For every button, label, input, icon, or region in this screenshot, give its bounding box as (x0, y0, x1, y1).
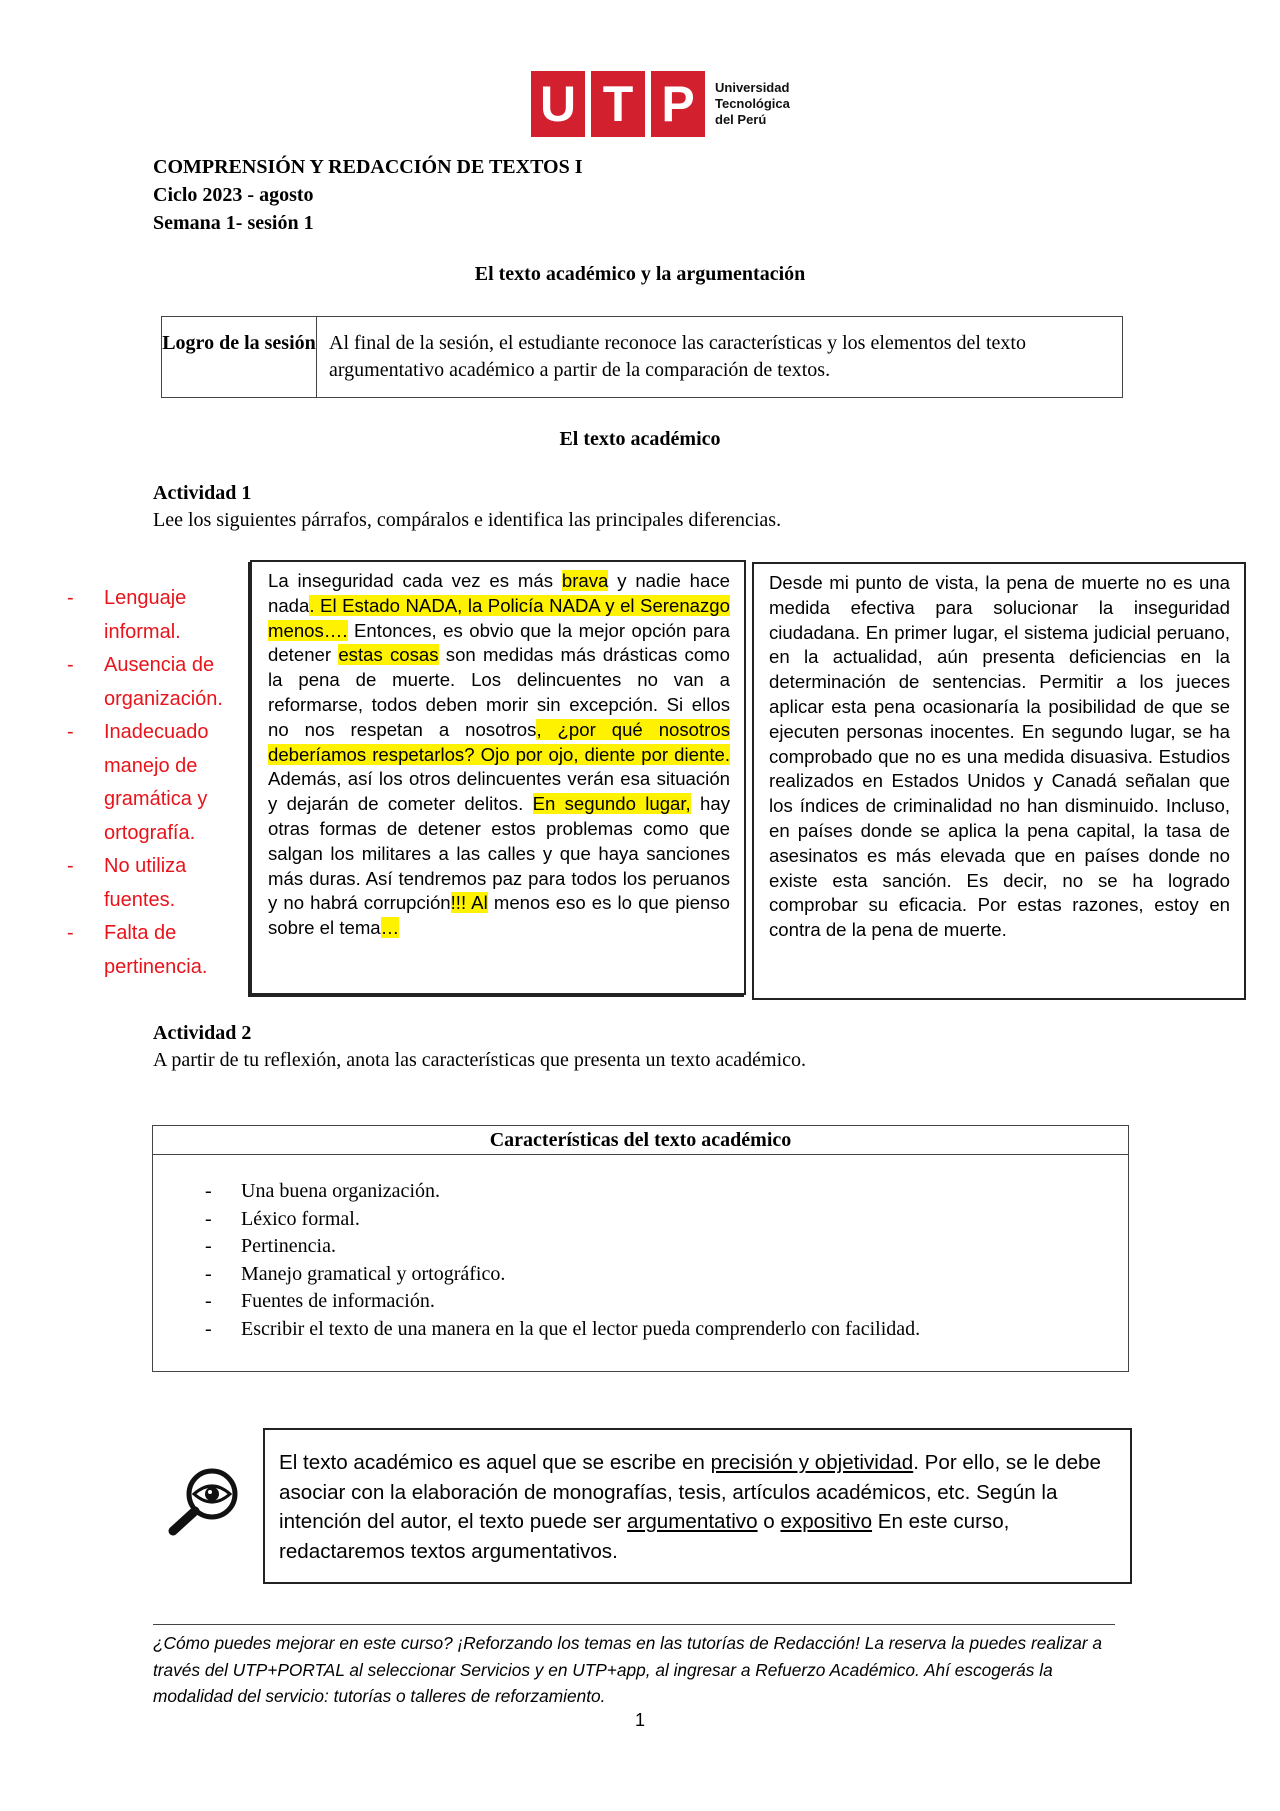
list-item: - No utiliza fuentes. (62, 850, 242, 917)
magnifier-eye-icon (164, 1466, 244, 1536)
list-item: - Una buena organización. (201, 1178, 920, 1206)
note-text: . Por ello, se le debe asociar con la elaboración de monografías, tesis, artículos académicos, etc. Según la intención del autor, el texto puede ser (279, 1451, 1101, 1533)
highlighted-segment: estas cosas (338, 644, 439, 666)
section-title: El texto académico (559, 428, 721, 450)
logo-letter-t: T (591, 71, 645, 137)
characteristics-list (201, 1178, 920, 1343)
characteristics-title: Características del texto académico (153, 1126, 1128, 1155)
academic-text-box: Desde mi punto de vista, la pena de muerte no es una medida efectiva para solucionar la inseguridad ciudadana. En primer lugar, el sistema judicial peruano, en la actualidad, aún presenta deficiencias en la determinación de sentencias. Permitir a los jueces aplicar esta pena ocasionaría la posibilidad de que se ejecuten personas inocentes. En segundo lugar, se ha comprobado que no es una medida disuasiva. Estudios realizados en Estados Unidos y Canadá señalan que los índices de criminalidad no han disminuido. Incluso, en países donde se aplica la pena capital, la tasa de asesinatos es más elevada que en países donde no existe esta sanción. Es decir, no se ha logrado comprobar su eficacia. Por estas razones, estoy en contra de la pena de muerte. (752, 562, 1246, 1000)
characteristics-table (152, 1125, 1129, 1372)
activity1-heading: Actividad 1 (153, 482, 252, 504)
text-segment: Entonces, es obvio que la mejor opción para detener (268, 619, 730, 666)
logro-label: Logro de la sesión (162, 317, 317, 397)
highlighted-segment: !!! Al (450, 892, 488, 914)
main-title: El texto académico y la argumentación (474, 263, 806, 285)
list-item: - Léxico formal. (201, 1206, 920, 1234)
note-underlined: expositivo (780, 1510, 873, 1533)
logro-table (161, 316, 1123, 398)
course-cycle: Ciclo 2023 - agosto (153, 184, 314, 206)
text-segment: Además, así los otros delincuentes verán esa situación y dejarán de cometer delitos. (268, 768, 730, 815)
footer-note: ¿Cómo puedes mejorar en este curso? ¡Reforzando los temas en las tutorías de Redacción! La reserva la puedes realizar a través del UTP+PORTAL al seleccionar Servicios y en UTP+app, al ingresar a Refuerzo Académico. Ahí escogerás la modalidad del servicio: tutorías o talleres de reforzamiento. (153, 1633, 1103, 1706)
list-item: - Manejo gramatical y ortográfico. (201, 1261, 920, 1289)
activity2-heading: Actividad 2 (153, 1022, 252, 1044)
definition-note-box (263, 1428, 1132, 1584)
activity1-instruction: Lee los siguientes párrafos, compáralos e identifica las principales diferencias. (153, 509, 782, 531)
note-text: El texto académico es aquel que se escribe en (279, 1451, 711, 1474)
highlighted-segment: En segundo lugar, (532, 793, 691, 815)
text-segment: hay otras formas de detener estos problemas como que salgan los militares a las calles y que haya sanciones más duras. Así tendremos paz para todos los peruanos y no habrá corrupción (268, 793, 731, 914)
logo-text: Universidad Tecnológica del Perú (715, 80, 790, 127)
list-item: - Lenguaje informal. (62, 582, 242, 649)
text-segment: y nadie hace nada (268, 570, 730, 616)
text-segment: son medidas más drásticas como la pena de muerte. Los delincuentes no van a reformarse, todos deben morir sin excepción. Si ellos no nos respetan a nosotros (268, 644, 730, 740)
note-text: o (757, 1510, 781, 1533)
footer-divider (153, 1624, 1115, 1625)
list-item: - Pertinencia. (201, 1233, 920, 1261)
text-segment: La inseguridad cada vez es más (268, 570, 562, 591)
note-underlined: argumentativo (627, 1510, 758, 1533)
course-week: Semana 1- sesión 1 (153, 212, 314, 234)
activity2-instruction: A partir de tu reflexión, anota las características que presenta un texto académico. (153, 1049, 807, 1071)
logro-text: Al final de la sesión, el estudiante reconoce las características y los elementos del texto argumentativo académico a partir de la comparación de textos. (329, 332, 1026, 381)
note-text: En este curso, redactaremos textos argumentativos. (279, 1510, 1010, 1563)
list-item: - Inadecuado manejo de gramática y ortografía. (62, 716, 242, 850)
highlighted-segment: , ¿por qué nosotros deberíamos respetarlos? Ojo por ojo, diente por diente. (268, 718, 731, 765)
list-item: - Escribir el texto de una manera en la que el lector pueda comprenderlo con facilidad. (201, 1316, 920, 1344)
utp-logo (531, 71, 811, 139)
highlighted-segment: brava (561, 570, 609, 591)
logo-letter-u: U (531, 71, 585, 137)
text-segment: menos eso es lo que pienso sobre el tema (268, 892, 730, 939)
note-underlined: precisión y objetividad (710, 1451, 914, 1474)
list-item: - Ausencia de organización. (62, 649, 242, 716)
page-number: 1 (634, 1710, 645, 1730)
course-title: COMPRENSIÓN Y REDACCIÓN DE TEXTOS I (153, 156, 583, 178)
logo-letter-p: P (651, 71, 705, 137)
red-observations-list (62, 582, 242, 984)
list-item: - Falta de pertinencia. (62, 917, 242, 984)
highlighted-segment: … (380, 917, 400, 939)
informal-text-box (250, 560, 746, 995)
list-item: - Fuentes de información. (201, 1288, 920, 1316)
highlighted-segment: . El Estado NADA, la Policía NADA y el Serenazgo menos…. (268, 594, 730, 641)
